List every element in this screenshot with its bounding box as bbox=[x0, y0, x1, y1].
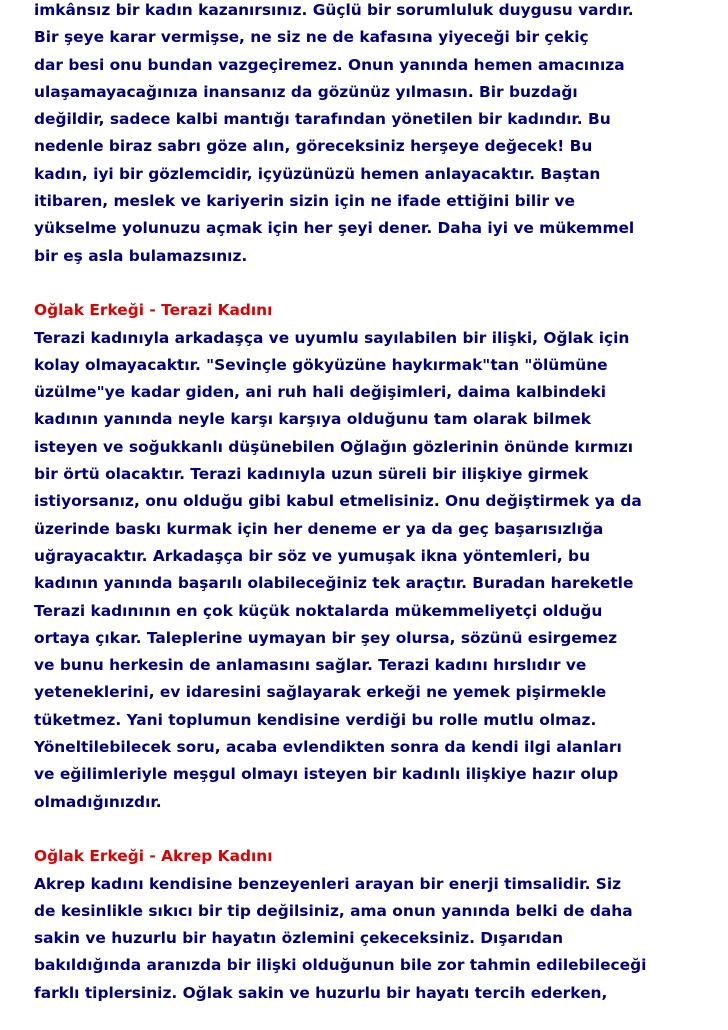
section-heading-scorpio: Oğlak Erkeği - Akrep Kadını bbox=[34, 847, 273, 866]
section-body-libra: Terazi kadınıyla arkadaşça ve uyumlu sayılabilen bir ilişki, Oğlak için kolay olmayacaktır. "Sevinçle gökyüzüne haykırmak"tan "ölümüne üzülme"ye kadar giden, ani ruh hali değişimleri, daima kalbindeki kadının yanında neyle karşı karşıya olduğunu tam olarak bilmek isteyen ve soğukkanlı düşünebilen Oğlağın gözlerinin önünde kırmızı bir örtü olacaktır. Terazi kadınıyla uzun süreli bir ilişkiye girmek istiyorsanız, onu olduğu gibi kabul etmelisiniz. Onu değiştirmek ya da üzerinde baskı kurmak için her deneme er ya da geç başarısızlığa uğrayacaktır. Arkadaşça bir söz ve yumuşak ikna yöntemleri, bu kadının yanında başarılı olabileceğiniz tek araçtır. Buradan hareketle Terazi kadınının en çok küçük noktalarda mükemmeliyetçi olduğu ortaya çıkar. Taleplerine uymayan bir şey olursa, sözünü esirgemez ve bunu herkesin de anlamasını sağlar. Terazi kadını hırslıdır ve yeteneklerini, ev idaresini sağlayarak erkeği ne yemek pişirmekle tüketmez. Yani toplumun kendisine verdiği bu rolle mutlu olmaz. Yöneltilebilecek soru, acaba evlendikten sonra da kendi ilgi alanları ve eğilimleriyle meşgul olmayı isteyen bir kadınlı ilişkiye hazır olup olmadığınızdır. bbox=[34, 328, 642, 811]
section-body-scorpio: Akrep kadını kendisine benzeyenleri arayan bir enerji timsalidir. Siz de kesinlikle sıkıcı bir tip değilsiniz, ama onun yanında belki de daha sakin ve huzurlu bir hayatın özlemini çekeceksiniz. Dışarıdan bakıldığında aranızda bir ilişki olduğunun bile zor tahmin edilebileceği farklı tiplersiniz. Oğlak sakin ve huzurlu bir hayatı tercih ederken, bbox=[34, 874, 647, 1002]
paragraph-spacer bbox=[34, 270, 702, 297]
document-page bbox=[34, 0, 702, 1007]
section-heading-libra: Oğlak Erkeği - Terazi Kadını bbox=[34, 301, 273, 320]
paragraph-spacer bbox=[34, 816, 702, 843]
section-libra bbox=[34, 297, 702, 816]
section-scorpio bbox=[34, 843, 702, 1007]
intro-paragraph: imkânsız bir kadın kazanırsınız. Güçlü bir sorumluluk duygusu vardır. Bir şeye karar vermişse, ne siz ne de kafasına yiyeceği bir çekiç dar besi onu bundan vazgeçiremez. Onun yanında hemen amacınıza ulaşamayacağınıza inansanız da gözünüz yılmasın. Bir buzdağı değildir, sadece kalbi mantığı tarafından yönetilen bir kadındır. Bu nedenle biraz sabrı göze alın, göreceksiniz herşeye değecek! Bu kadın, iyi bir gözlemcidir, içyüzünüzü hemen anlayacaktır. Baştan itibaren, meslek ve kariyerin sizin için ne ifade ettiğini bilir ve yükselme yolunuzu açmak için her şeyi dener. Daha iyi ve mükemmel bir eş asla bulamazsınız. bbox=[34, 1, 635, 265]
